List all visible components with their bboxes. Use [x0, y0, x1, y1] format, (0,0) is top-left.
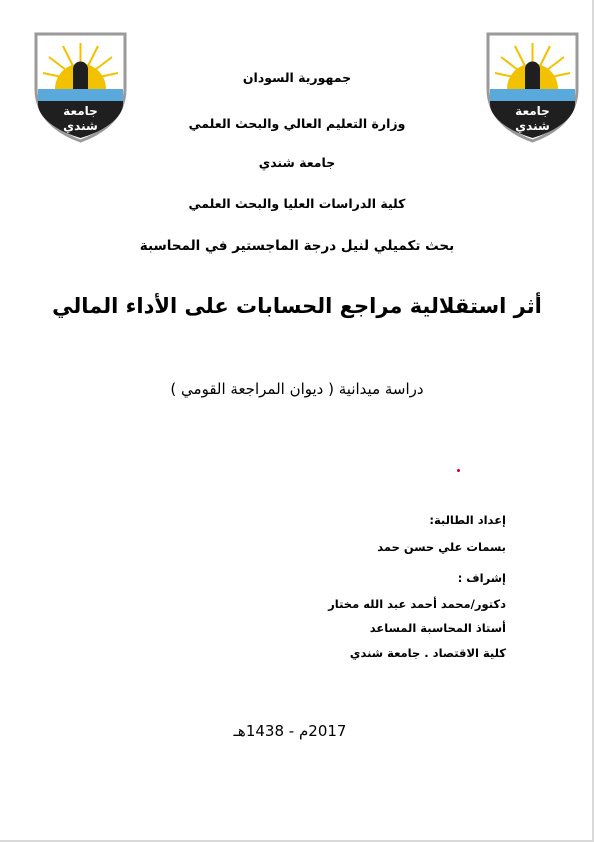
logo-text-line2: شندي: [63, 119, 98, 133]
country-name: جمهورية السودان: [242, 70, 352, 85]
ministry-name: وزارة التعليم العالي والبحث العلمي: [188, 116, 406, 131]
prepared-by-label: إعداد الطالبة:: [429, 513, 506, 527]
student-name: بسمات علي حسن حمد: [377, 540, 506, 554]
red-dot-mark: [457, 469, 460, 472]
supervisor-affiliation: كلية الاقتصاد . جامعة شندي: [349, 646, 506, 660]
thesis-date: 2017م - 1438هـ: [233, 722, 347, 740]
thesis-subtitle: دراسة ميدانية ( ديوان المراجعة القومي ): [170, 380, 424, 398]
logo-text-line2: شندي: [515, 119, 550, 133]
supervisor-name: دكتور/محمد أحمد عبد الله مختار: [328, 597, 506, 611]
supervisor-position: أستاذ المحاسبة المساعد: [369, 621, 506, 635]
thesis-title: أثر استقلالية مراجع الحسابات على الأداء المالي: [52, 294, 542, 318]
university-name: جامعة شندي: [258, 155, 336, 170]
college-name: كلية الدراسات العليا والبحث العلمي: [188, 196, 406, 211]
degree-statement: بحث تكميلي لنيل درجة الماجستير في المحاسبة: [139, 238, 455, 254]
supervision-label: إشراف :: [457, 571, 506, 585]
logo-text-line1: جامعة: [515, 104, 550, 118]
logo-text-line1: جامعة: [63, 104, 98, 118]
